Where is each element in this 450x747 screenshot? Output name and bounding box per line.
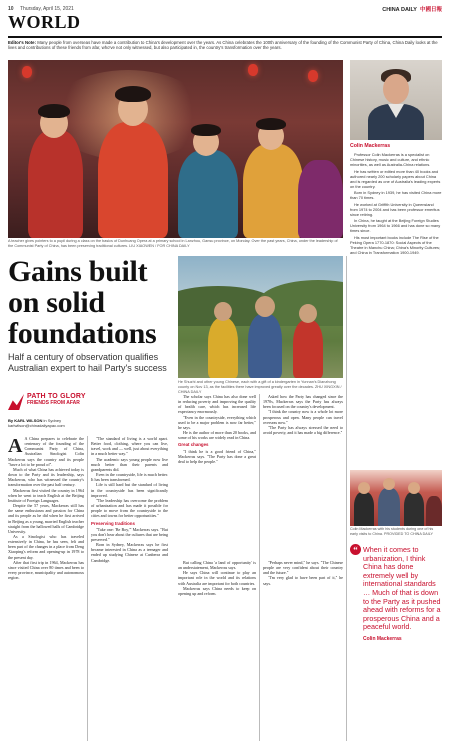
byline-author: By KARL WILSON — [8, 418, 43, 423]
kindergarten-caption-text: He Shuzhi and other young Chinese, each with a gift of a kindergarten in Yunnan's Dianzhong county on Nov 13, as the facilities there have improved greatly over the decades. — [178, 380, 336, 389]
article-paragraph: Despite the 57 years, Mackerras still has the same enthusiasm and passion for China and its people as he did when he first arrived in Beijing as a young, married English teacher straight from the hallowed halls of Cambridge University. — [8, 503, 84, 534]
article-paragraph: The academic says young people now live much better than their parents and grandparents did. — [91, 456, 168, 472]
article-paragraph: "Even in the countryside, everything which used to be a major problem is now far better," he says. — [178, 414, 256, 430]
article-paragraph: Mackerras says China needs to keep on opening up and reform. — [178, 585, 256, 596]
page-number: 10 — [8, 6, 14, 12]
issue-date: Thursday, April 15, 2021 — [20, 6, 74, 12]
article-column-4 — [263, 394, 343, 435]
profile-name: Colin Mackerras — [350, 143, 391, 149]
brand-cn: 中國日報 — [419, 7, 442, 13]
article-paragraph: "The leadership has overcome the problem of urbanization and has made it possible for people to move from the countryside to the cities and towns for better opportunities." — [91, 497, 168, 519]
quote-mark-icon: “ — [350, 544, 361, 555]
profile-bio-paragraph: He has written or edited more than 40 books and authored nearly 200 scholarly papers about China and is regarded as one of Australia's leading experts on the country. — [350, 168, 441, 189]
article-paragraph: "The standard of living is a world apart. Better food, clothing, where you can live, travel, work and — well, just about everything in a much better way." — [91, 436, 168, 457]
article-subheading: Preserving traditions — [91, 520, 135, 526]
profile-bio-paragraph: Professor Colin Mackerras is a specialist on Chinese history, music and culture, and ethnic minorities, as well as Australia-China relations. — [350, 152, 431, 167]
article-paragraph: He is the author of more than 20 books, and some of his works are widely read in China. — [178, 430, 256, 441]
byline-email: karlwilson@chinadailyapac.com — [8, 423, 65, 428]
series-title: PATH TO GLORY — [27, 393, 86, 400]
hero-photo — [8, 60, 343, 238]
article-column-5 — [178, 560, 256, 596]
article-paragraph: "Perhaps never mind," he says. "The Chinese people are very confident about their country and the future." — [263, 560, 343, 576]
article-paragraph: After that first trip in 1964, Mackerras has since visited China over 80 times and been to every province, municipality and autonomous region. — [8, 559, 84, 581]
mountain-icon — [8, 394, 24, 410]
mackerras-students-photo — [350, 470, 442, 526]
hero-credit: LIU XIAOWEN / FOR CHINA DAILY — [129, 243, 190, 248]
article-paragraph: Even in the countryside, life is much better. It has been transformed. — [91, 472, 168, 483]
article-paragraph: "I think the country now is a whole lot more prosperous and open. Many people can travel overseas now." — [263, 409, 343, 425]
byline — [8, 418, 168, 428]
article-paragraph: Mackerras first visited the country in 1964 when he went to teach English at the Beijing Institute of Foreign Languages. — [8, 487, 84, 503]
kindergarten-credit: ZHU XINGXIN / CHINA DAILY — [178, 384, 342, 394]
profile-bio-paragraph: His most important books include The Rise of the Peking Opera 1770-1870: Social Aspects of the Theatre in Manchu China; China's Minority Cultures; and China in Transformation 1900-1949. — [350, 234, 441, 255]
byline-location: in Sydney — [43, 418, 62, 423]
kindergarten-photo — [178, 256, 343, 378]
article-paragraph: "I think he is a good friend of China," Mackerras says. "The Party has done a great deal to help the people." — [178, 448, 256, 464]
article-paragraph: As a Sinologist who has traveled extensively in China, he has seen, felt and been part of the changes in a place from Deng Xiaoping's reform and opening-up in 1978 to the present day. — [8, 533, 84, 560]
brand-en: CHINA DAILY — [382, 7, 417, 13]
article-paragraph: "The Party has always stressed the need to avoid poverty, and it has made a big difference." — [263, 424, 343, 436]
profile-portrait — [350, 60, 442, 140]
kindergarten-caption — [178, 380, 343, 394]
profile-bio-paragraph: In China, he taught at the Beijing Foreign Studies University from 1964 to 1966 and has done so many times since. — [350, 218, 441, 233]
article-paragraph: The scholar says China has also done well in reducing poverty and improving the quality of health care, which has increased life expectancy enormously. — [178, 394, 256, 415]
article-paragraph: "Take one: 'Be Boy,'" Mackerras says. "But you don't hear about the cultures that are being preserved." — [91, 526, 168, 542]
series-logo — [8, 392, 168, 414]
pull-quote-attribution: Colin Mackerras — [363, 635, 402, 642]
series-subtitle: FRIENDS FROM AFAR — [27, 400, 80, 406]
students-credit: PROVIDED TO CHINA DAILY — [384, 531, 434, 536]
section-title: WORLD — [8, 12, 81, 32]
article-subheading: Great changes — [178, 442, 209, 448]
students-caption — [350, 527, 442, 536]
article-column-2 — [91, 436, 168, 563]
drop-cap: A — [8, 435, 23, 457]
article-paragraph: Asked how the Party has changed since the 1970s, Mackerras says the Party has always been focused on the country's development. — [263, 394, 343, 410]
profile-bio-paragraph: He worked at Griffith University in Queensland from 1974 to 2004 and has been professor emeritus since retiring. — [350, 201, 440, 217]
article-headline: Gains built on solid foundations — [8, 255, 157, 350]
article-paragraph: He says China will continue to play an important role in the world and its relations with Australia are important for both countries. — [178, 570, 256, 586]
article-subhead: Half a century of observation qualifies Australian expert to hail Party's success — [8, 352, 167, 373]
section-rule — [8, 36, 442, 38]
article-column-1 — [8, 436, 84, 580]
hero-caption — [8, 239, 343, 249]
editor-note-label: Editor's Note: — [8, 40, 36, 45]
brand-name — [382, 5, 442, 13]
article-column-6 — [263, 560, 343, 586]
students-caption-text: Colin Mackerras with his students during one of his early visits to China. — [350, 527, 434, 536]
article-paragraph: A A China prepares to celebrate the centenary of the founding of the Communist Party of China, Australian Sinologist Colin Mackerras says the country and its people "have a lot to be proud of". — [8, 435, 84, 467]
article-paragraph: Much of what China has achieved today is down to the Party and its leadership, says Mackerras, who has witnessed the country's transformation over the past half century. — [8, 466, 84, 488]
pull-quote — [350, 546, 442, 644]
hero-caption-text: A teacher gives pointers to a pupil during a class on the basics of Dunhuang Opera at a primary school in Lanzhou, Gansu province, on Monday. Over the past years, China, under the leadership of the Communist Party of China, has been preserving traditional cultures. — [8, 239, 338, 248]
editor-note — [8, 40, 442, 51]
article-paragraph: Life is still hard but the standard of living in the countryside has been significantly improved. — [91, 482, 168, 498]
pull-quote-text: When it comes to urbanization, I think China has done extremely well by international standards … Much of that is down to the Party as it pushed ahead with reforms for a prosperous China and a peaceful world. — [363, 545, 441, 632]
profile-bio-paragraph: Born in Sydney in 1939, he has visited China more than 70 times. — [350, 190, 442, 200]
article-paragraph: Born in Sydney, Mackerras says he first became interested in China as a teenager and ended up studying Chinese at Canberra and Cambridge. — [91, 542, 168, 563]
article-paragraph: But calling China 'a land of opportunity' is an understatement, Mackerras says. — [178, 560, 256, 571]
profile-bio — [350, 152, 442, 255]
profile-sidebar — [350, 60, 442, 256]
editor-note-text: Many people from overseas have made a contribution to China's development over the years. As China celebrates the 100th anniversary of the founding of the Communist Party of China, China Daily looks at the lives and contributions of these friends from afar, who've not only witnessed, but also participated in, the country's transformation over the years. — [8, 40, 438, 51]
article-column-3 — [178, 394, 256, 464]
article-paragraph: "I'm very glad to have been part of it," he says. — [263, 575, 343, 586]
